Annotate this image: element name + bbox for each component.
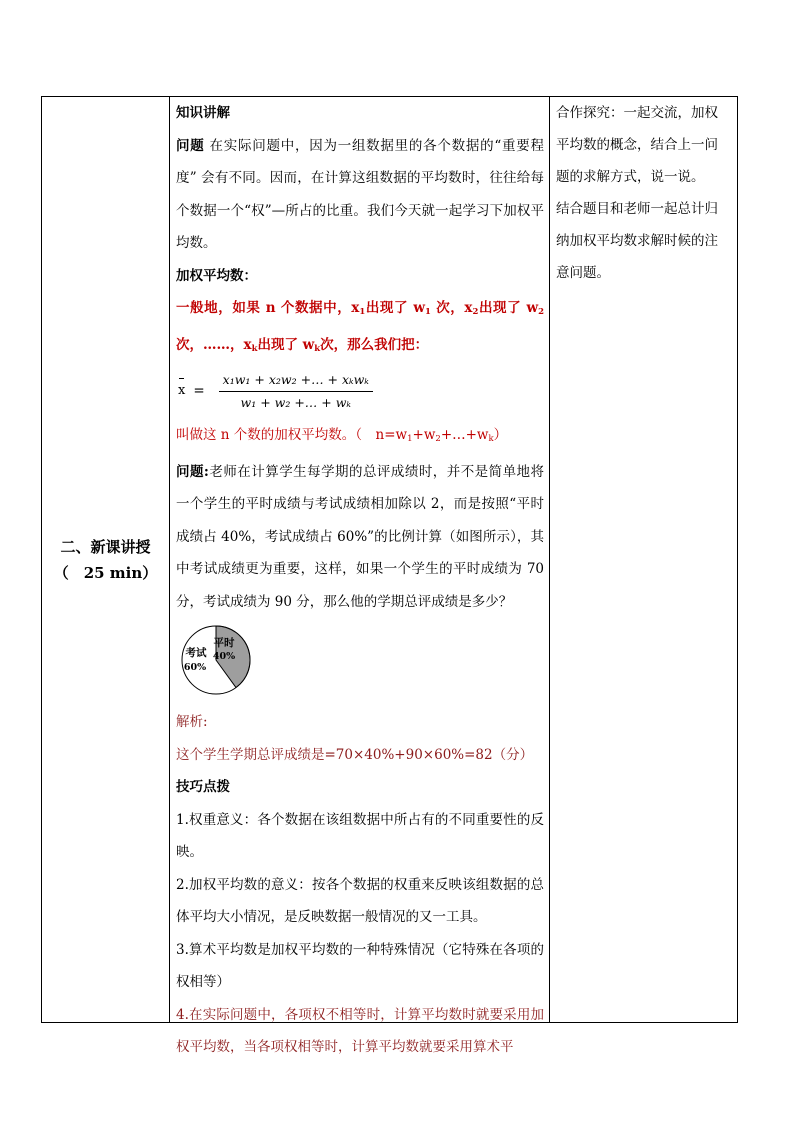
slice-label-ordinary: 平时	[213, 637, 235, 649]
sub-2: 2	[472, 307, 479, 317]
stage-title: 二、新课讲授	[60, 537, 151, 556]
sub-2: 2	[538, 307, 545, 317]
definition-text: 次，……，	[176, 336, 244, 353]
tip-item: 3.算术平均数是加权平均数的一种特殊情况（它特殊在各项的权相等）	[176, 941, 544, 990]
content-body	[170, 97, 549, 1055]
definition-text: 次，那么我们把：	[320, 336, 429, 353]
tip-item: 1.权重意义：各个数据在该组数据中所占有的不同重要性的反映。	[176, 811, 544, 860]
analysis-text: 这个学生学期总评成绩是=70×40%+90×60%=82（分）	[176, 746, 534, 763]
formula-equals: =	[193, 382, 205, 399]
tip-item: 2.加权平均数的意义：按各个数据的权重来反映该组数据的总体平均大小情况，是反映数据一般情况的又一工具。	[176, 876, 544, 925]
problem-paragraph	[176, 130, 544, 260]
definition-text: 出现了	[478, 300, 527, 316]
formula-numerator: x₁w₁ + x₂w₂ +… + xₖwₖ	[219, 370, 373, 392]
problem2-paragraph	[176, 456, 544, 619]
sub-k: k	[314, 343, 321, 354]
lesson-table	[41, 96, 738, 1055]
stage-cell	[42, 97, 170, 1023]
notes-body	[550, 97, 737, 289]
called-paragraph	[176, 419, 544, 456]
var-w1: w	[413, 300, 425, 316]
note-cooperative-inquiry: 合作探究：一起交流，加权平均数的概念，结合上一问题的求解方式，说一说。	[556, 105, 718, 185]
called-text: +w	[412, 427, 436, 443]
score-pie-chart	[178, 622, 258, 702]
content-cell	[170, 97, 550, 1055]
pie-chart-container	[178, 622, 544, 702]
tip-item: 4.在实际问题中，各项权不相等时，计算平均数时就要采用加权平均数，当各项权相等时，计算平均数就要采用算术平	[176, 1006, 544, 1055]
var-w2: w	[526, 300, 539, 316]
notes-cell	[550, 97, 738, 1023]
called-text: 叫做这 n 个数的加权平均数。（ n=w	[176, 427, 408, 443]
var-x2: x	[464, 300, 473, 316]
formula-lhs: x	[178, 375, 185, 408]
sub-1: 1	[359, 307, 366, 317]
note-summary: 结合题目和老师一起总计归纳加权平均数求解时候的注意问题。	[556, 201, 718, 281]
slice-percent-exam: 60%	[183, 662, 207, 673]
problem2-label: 问题:	[176, 463, 209, 480]
called-text: +…+w	[440, 427, 489, 443]
problem-text: 在实际问题中，因为一组数据里的各个数据的“重要程度” 会有不同。因而，在计算这组数据的平均数时，往往给每个数据一个“权”—所占的比重。我们今天就一起学习下加权平均数。	[176, 137, 544, 251]
slice-label-exam: 考试	[185, 647, 207, 659]
sub-2: 2	[435, 434, 441, 444]
stage-time: （ 25 min）	[53, 563, 158, 582]
sub-1: 1	[425, 307, 431, 317]
weighted-mean-heading: 加权平均数：	[176, 267, 257, 284]
formula-denominator: w₁ + w₂ +… + wₖ	[240, 394, 351, 410]
definition-text: 一般地，如果 n 个数据中，	[176, 300, 352, 316]
called-text: ）	[493, 427, 508, 443]
definition-paragraph	[176, 292, 544, 365]
definition-text: 出现了	[365, 300, 414, 316]
definition-text: 次，	[430, 300, 465, 316]
section-heading: 知识讲解	[176, 105, 230, 121]
lesson-row	[42, 97, 738, 1023]
problem-label: 问题	[176, 137, 205, 154]
tips-heading: 技巧点拨	[176, 779, 230, 795]
sub-k: k	[488, 434, 494, 444]
weighted-mean-formula	[178, 365, 544, 417]
problem2-text: 老师在计算学生每学期的总评成绩时，并不是简单地将一个学生的平时成绩与考试成绩相加除以 2，而是按照“平时成绩占 40%，考试成绩占 60%”的比例计算（如图所示），其中考试成绩更为重要，这样，如果一个学生的平时成绩为 70 分，考试成绩为 90 分，那么他的学期总评成绩是多少？	[176, 463, 545, 610]
analysis-label: 解析:	[176, 714, 208, 730]
var-xk: x	[243, 336, 252, 353]
sub-k: k	[251, 343, 258, 354]
formula-fraction	[219, 370, 373, 413]
var-wk: w	[302, 336, 315, 353]
sub-1: 1	[407, 434, 413, 444]
slice-percent-ordinary: 40%	[212, 651, 236, 662]
var-x1: x	[351, 300, 360, 316]
definition-text: 出现了	[257, 336, 303, 353]
